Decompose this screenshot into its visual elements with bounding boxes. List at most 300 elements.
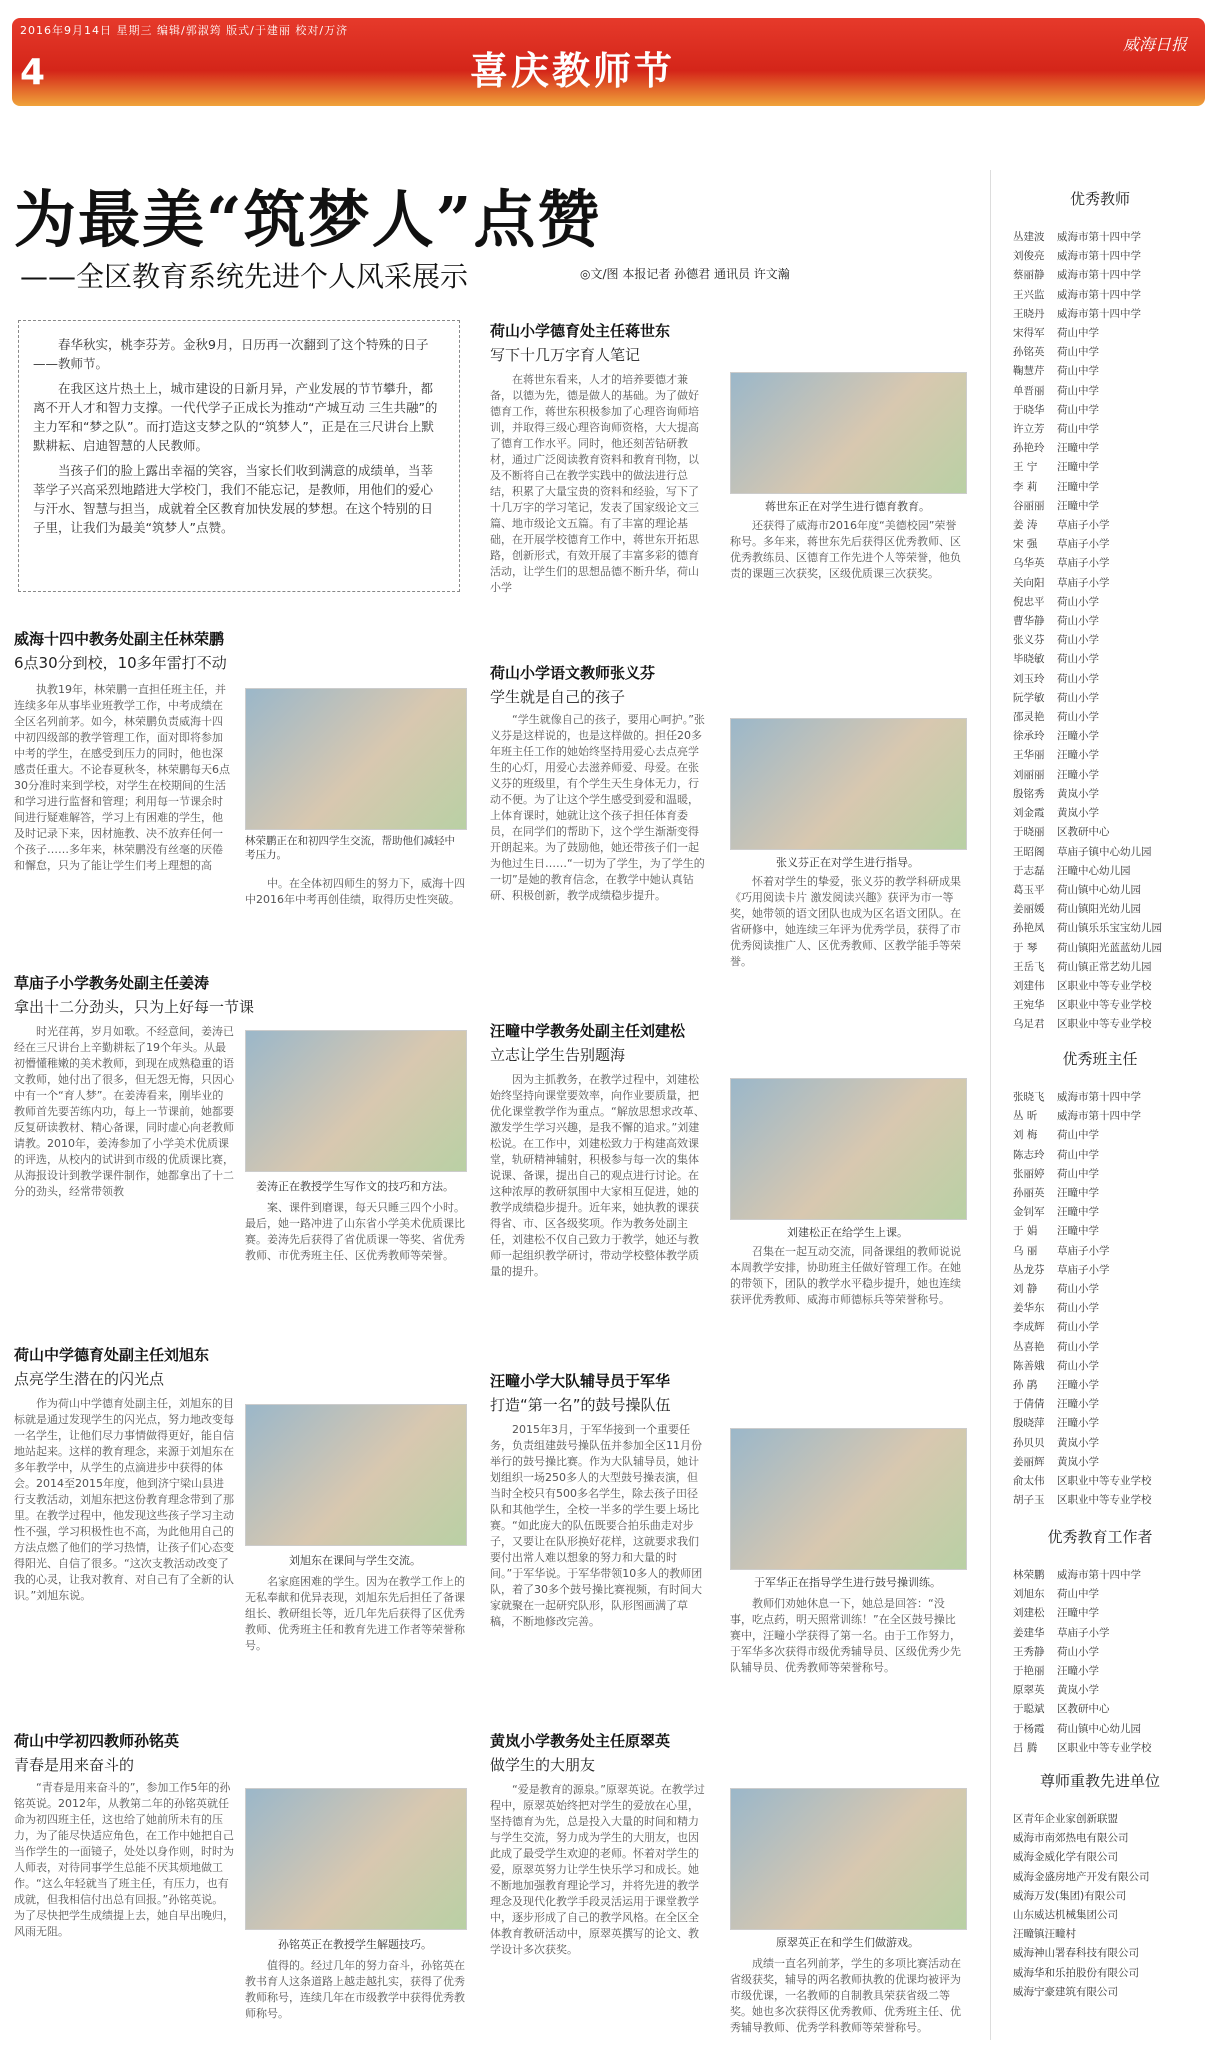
honor-entry [1013, 612, 1162, 631]
honor-entry [1013, 1491, 1152, 1510]
honor-entry [1013, 766, 1162, 785]
honor-entry [1013, 1088, 1152, 1107]
honoree-name: 孙艳凤 [1013, 922, 1045, 935]
article-body: “青春是用来奋斗的”，参加工作5年的孙铭英说。2012年，从教第二年的孙铭英就任命为初四班主任，这也给了她前所未有的压力，为了能尽快适应角色，在工作中她把自己当作学生的一面镜子，处处以身作则，时时为人师表，对待同事学生总能不厌其烦地做工作。“这么年轻就当了班主任，有压力，也有成就，但我相信付出总有回报。”孙铭英说。为了尽快把学生成绩提上去，她自早出晚归，风雨无阻。 [14, 1781, 234, 1938]
honoree-name: 威海金盛房地产开发有限公司 [1013, 1870, 1150, 1883]
honor-entry [1013, 881, 1162, 900]
honoree-organization: 区职业中等专业学校 [1057, 979, 1152, 992]
honor-list-advanced-units [1013, 1810, 1150, 2002]
honor-entry [1013, 1242, 1152, 1261]
honor-entry [1013, 1318, 1152, 1337]
honoree-name: 宋 强 [1013, 538, 1038, 551]
honoree-name: 刘丽丽 [1013, 768, 1045, 781]
article-photo [245, 1030, 467, 1172]
honoree-organization: 荷山小学 [1057, 1340, 1099, 1353]
honoree-organization: 草庙子小学 [1057, 1244, 1110, 1257]
honoree-organization: 荷山小学 [1057, 1321, 1099, 1334]
honoree-organization: 汪疃小学 [1057, 1665, 1099, 1678]
honoree-organization: 汪疃中学 [1057, 461, 1099, 474]
honoree-organization: 荷山镇乐乐宝宝幼儿园 [1057, 922, 1162, 935]
honoree-name: 殷铭秀 [1013, 787, 1045, 800]
article-body: 因为主抓教务，在教学过程中，刘建松始终坚持向课堂要效率，向作业要质量，把优化课堂教学作为重点。“解放思想求改革、激发学生学习兴趣，是我不懈的追求。”刘建松说。在工作中，刘建松致力于构建高效课堂，轨研精神辅射，积极参与每一次的集体说课、备课，提出自己的观点进行讨论。在这种浓厚的教研氛围中大家相互促进，她的教学成绩稳步提升。近年来，她执教的课获得省、市、区各级奖项。作为教务处副主任，刘建松不仅自己致力于教学，她还与教师一起组织教学研讨，带动学校整体教学质量的提升。 [490, 1073, 705, 1278]
issue-meta: 2016年9月14日 星期三 编辑/郭淑筠 版式/于建丽 校对/万济 [20, 24, 349, 37]
honor-entry [1013, 1453, 1152, 1472]
article-body: 2015年3月，于军华接到一个重要任务，负责组建鼓号操队伍并参加全区11月份举行的鼓号操比赛。作为大队辅导员，她计划组织一场250多人的大型鼓号操表演，但当时全校只有500多名学生，除去孩子田径队和其他学生，全校一半多的学生要上场比赛。“如此庞大的队伍既要合拍乐曲走对步子，又要让在队形换好花样，这就要求我们要付出常人难以想象的努力和大量的时间。”于军华说。于军华带领10多人的教师团队，着了30多个鼓号操比赛视频，有时间大家就聚在一起研究队形，队形图画满了草稿，不断地修改完善。 [490, 1423, 703, 1628]
honor-entry [1013, 420, 1162, 439]
honoree-name: 姜华东 [1013, 1302, 1045, 1315]
honoree-organization: 汪疃中心幼儿园 [1057, 864, 1131, 877]
honoree-name: 于倩倩 [1013, 1398, 1045, 1411]
honoree-organization: 荷山中学 [1057, 1588, 1099, 1601]
honoree-name: 倪忠平 [1013, 595, 1045, 608]
honoree-organization: 汪疃中学 [1057, 480, 1099, 493]
honor-entry [1013, 1624, 1152, 1643]
honoree-organization: 荷山小学 [1057, 634, 1099, 647]
article-subtitle: 做学生的大朋友 [490, 1756, 596, 1774]
honor-entry [1013, 1681, 1152, 1700]
honor-entry [1013, 1203, 1152, 1222]
honoree-name: 区青年企业家创新联盟 [1013, 1813, 1118, 1825]
honor-entry [1013, 1585, 1152, 1604]
honor-entry [1013, 1906, 1118, 1925]
honoree-organization: 荷山中学 [1057, 365, 1099, 378]
honor-entry [1013, 1720, 1152, 1739]
honoree-name: 于晓丽 [1013, 826, 1045, 839]
main-headline: 为最美“筑梦人”点赞 [14, 183, 602, 256]
article-body: 执教19年，林荣鹏一直担任班主任，并连续多年从事毕业班教学工作，中考成绩在全区名列前茅。如今，林荣鹏负责威海十四中初四级部的教学管理工作，面对即将参加中考的学生，在感受到压力的同时，他也深感责任重大。不论春夏秋冬，林荣鹏每天6点30分准时来到学校，对学生在校期间的生活和学习进行监督和管理；利用每一节课余时间进行疑难解答，学习上有困难的学生，他及时记录下来，因材施教、决不放弃任何一个孩子……多年来，林荣鹏没有丝毫的厌倦和懈怠，只为了能让学生们考上理想的高 [14, 683, 230, 872]
honoree-organization: 荷山中学 [1057, 1129, 1099, 1142]
honoree-name: 王华丽 [1013, 749, 1045, 762]
honor-entry [1013, 478, 1162, 497]
honor-entry [1013, 1810, 1118, 1829]
honor-entry [1013, 1472, 1152, 1491]
honoree-name: 姜 涛 [1013, 519, 1038, 532]
byline: ◎文/图 本报记者 孙德君 通讯员 许文瀚 [580, 267, 790, 281]
honoree-name: 葛玉平 [1013, 883, 1045, 896]
honor-entry [1013, 401, 1162, 420]
honoree-name: 威海华和乐拍股份有限公司 [1013, 1966, 1139, 1979]
honoree-organization: 威海市第十四中学 [1057, 231, 1141, 243]
honoree-organization: 荷山中学 [1057, 346, 1099, 359]
article-title: 荷山中学初四教师孙铭英 [14, 1732, 180, 1750]
article-liuxudong [14, 1344, 474, 1389]
intro-box [18, 320, 460, 592]
honor-entry [1013, 977, 1162, 996]
honoree-name: 王岳飞 [1013, 960, 1045, 973]
honor-entry [1013, 593, 1162, 612]
honoree-organization: 荷山小学 [1057, 615, 1099, 628]
sidebar-heading-advanced-units: 尊师重教先进单位 [1039, 1772, 1160, 1790]
honoree-name: 邵灵艳 [1013, 711, 1045, 724]
honoree-organization: 汪疃中学 [1057, 499, 1099, 512]
honoree-organization: 荷山中学 [1057, 384, 1099, 397]
article-yujunhua [490, 1370, 970, 1415]
honor-entry [1013, 1739, 1152, 1758]
honoree-organization: 威海市第十四中学 [1057, 288, 1141, 301]
honoree-name: 姜丽辉 [1013, 1455, 1045, 1468]
honor-entry [1013, 1165, 1152, 1184]
honoree-organization: 区职业中等专业学校 [1057, 999, 1152, 1012]
honoree-organization: 黄岚小学 [1057, 787, 1099, 800]
honor-entry [1013, 900, 1162, 919]
article-photo [730, 1788, 967, 1930]
honoree-name: 于艳丽 [1013, 1665, 1045, 1678]
honor-entry [1013, 1261, 1152, 1280]
honoree-organization: 汪疃小学 [1057, 768, 1099, 781]
article-body-continued: 成绩一直名列前茅，学生的多项比赛活动在省级获奖，辅导的两名教师执教的优课均被评为市级优课，一名教师的自制教具荣获省级二等奖。她也多次获得区优秀教师、优秀班主任、优秀辅导教师、优秀学科教师等荣誉称号。 [730, 1957, 961, 2034]
honoree-organization: 荷山小学 [1057, 1359, 1099, 1372]
article-photo [730, 1078, 967, 1220]
honoree-organization: 汪疃小学 [1057, 1417, 1099, 1430]
honor-entry [1013, 458, 1162, 477]
honoree-organization: 荷山中学 [1057, 327, 1099, 340]
honoree-organization: 荷山小学 [1057, 1302, 1099, 1315]
honor-entry [1013, 497, 1162, 516]
honor-entry [1013, 1983, 1118, 2002]
honoree-organization: 区教研中心 [1057, 1703, 1110, 1716]
article-title: 威海十四中教务处副主任林荣鹏 [14, 630, 225, 648]
honoree-organization: 区教研中心 [1057, 826, 1110, 839]
honoree-name: 刘金霞 [1013, 807, 1045, 820]
honoree-name: 蔡丽静 [1013, 269, 1045, 282]
honoree-organization: 荷山中学 [1057, 1167, 1099, 1180]
honoree-name: 俞太伟 [1013, 1475, 1045, 1488]
honor-entry [1013, 554, 1162, 573]
honoree-name: 丛喜艳 [1013, 1340, 1045, 1353]
honor-list-excellent-head-teachers [1013, 1088, 1152, 1510]
honoree-name: 威海市南郊热电有限公司 [1013, 1832, 1129, 1845]
honoree-name: 曹华静 [1013, 615, 1045, 628]
honoree-name: 刘建伟 [1013, 979, 1045, 992]
honor-entry [1013, 1146, 1152, 1165]
honoree-name: 刘 静 [1013, 1283, 1038, 1296]
article-sunmingying [14, 1730, 474, 1775]
honoree-organization: 草庙子小学 [1057, 1626, 1110, 1639]
honoree-name: 孙丽英 [1013, 1187, 1045, 1200]
article-body-continued: 案、课件到磨课，每天只睡三四个小时。最后，她一路冲进了山东省小学美术优质课比赛。姜涛先后获得了省优质课一等奖、省优秀教师、市优秀班主任、区优秀教师等荣誉。 [245, 1201, 465, 1262]
honoree-name: 单晋丽 [1013, 384, 1045, 397]
honor-entry [1013, 958, 1162, 977]
honoree-organization: 荷山小学 [1057, 1283, 1099, 1296]
honor-entry [1013, 1944, 1139, 1963]
honoree-name: 于晓华 [1013, 403, 1045, 416]
honor-entry [1013, 1338, 1152, 1357]
sidebar-heading-excellent-head-teachers: 优秀班主任 [1062, 1050, 1138, 1068]
honoree-organization: 威海市第十四中学 [1057, 307, 1141, 320]
intro-paragraph: 在我区这片热土上，城市建设的日新月异，产业发展的节节攀升，都离不开人才和智力支撑。一代代学子正成长为推动“产城互动 三生共融”的主力军和“梦之队”。而打造这支梦之队的“筑梦人”，正是在三尺讲台上默默耕耘、启迪智慧的人民教师。 [33, 381, 438, 453]
honoree-name: 关向阳 [1013, 576, 1045, 589]
main-subheadline: ——全区教育系统先进个人风采展示 [20, 260, 469, 293]
honoree-name: 孙贝贝 [1013, 1436, 1045, 1449]
article-linrongpeng [14, 628, 474, 673]
article-title: 汪疃中学教务处副主任刘建松 [490, 1022, 686, 1040]
honoree-organization: 草庙子镇中心幼儿园 [1057, 845, 1152, 858]
photo-caption: 林荣鹏正在和初四学生交流，帮助他们减轻中考压力。 [245, 835, 455, 861]
honor-entry [1013, 1222, 1152, 1241]
honoree-name: 于 娟 [1013, 1225, 1038, 1238]
honoree-name: 谷丽丽 [1013, 499, 1045, 512]
newspaper-masthead: 威海日报 [1122, 35, 1187, 54]
honoree-organization: 黄岚小学 [1057, 1684, 1099, 1697]
article-photo [245, 688, 467, 830]
honoree-name: 刘玉玲 [1013, 672, 1045, 685]
honoree-name: 胡子玉 [1013, 1494, 1045, 1507]
honoree-organization: 黄岚小学 [1057, 1455, 1099, 1468]
honoree-name: 丛建波 [1013, 231, 1045, 243]
honoree-name: 张晓飞 [1013, 1091, 1045, 1103]
honoree-name: 李成辉 [1013, 1321, 1045, 1334]
article-body-continued: 召集在一起互动交流，同备课组的教师说说本周教学安排，协助班主任做好管理工作。在她的带领下，团队的教学水平稳步提升，她也连续获评优秀教师、威海市师德标兵等荣誉称号。 [730, 1245, 961, 1306]
honoree-name: 林荣鹏 [1013, 1569, 1045, 1581]
honoree-organization: 汪疃中学 [1057, 442, 1099, 455]
column-divider [990, 170, 991, 2040]
honor-entry [1013, 1566, 1152, 1585]
photo-caption: 刘旭东在课间与学生交流。 [289, 1554, 421, 1567]
honoree-name: 殷晓萍 [1013, 1417, 1045, 1430]
honoree-name: 汪疃镇汪疃村 [1013, 1928, 1076, 1941]
article-photo [245, 1404, 467, 1546]
honoree-organization: 威海市第十四中学 [1057, 250, 1141, 263]
photo-caption: 张义芬正在对学生进行指导。 [776, 856, 919, 869]
honoree-organization: 荷山镇阳光蓝蓝幼儿园 [1057, 941, 1162, 954]
honor-entry [1013, 650, 1162, 669]
honor-entry [1013, 823, 1162, 842]
honoree-name: 孙艳玲 [1013, 442, 1045, 455]
honoree-name: 陈善娥 [1013, 1359, 1045, 1372]
honoree-organization: 荷山镇中心幼儿园 [1057, 883, 1141, 896]
honoree-name: 刘 梅 [1013, 1129, 1038, 1142]
honor-entry [1013, 228, 1162, 247]
article-photo [730, 718, 967, 850]
honoree-organization: 区职业中等专业学校 [1057, 1018, 1152, 1031]
honoree-organization: 荷山小学 [1057, 1645, 1099, 1658]
article-body-continued: 值得的。经过几年的努力奋斗，孙铭英在教书育人这条道路上越走越扎实，获得了优秀教师称号，连续几年在市级教学中获得优秀教师称号。 [245, 1959, 465, 2020]
honor-entry [1013, 535, 1162, 554]
honor-entry [1013, 516, 1162, 535]
honoree-organization: 汪疃中学 [1057, 1187, 1099, 1200]
section-title: 喜庆教师节 [470, 48, 676, 93]
honoree-organization: 草庙子小学 [1057, 557, 1110, 570]
honoree-organization: 威海市第十四中学 [1057, 269, 1141, 282]
honoree-organization: 威海市第十四中学 [1057, 1569, 1141, 1581]
honor-entry [1013, 1964, 1139, 1983]
honor-entry [1013, 1829, 1129, 1848]
article-body-continued: 怀着对学生的挚爱，张义芬的教学科研成果《巧用阅读卡片 激发阅读兴趣》获评为市一等奖，她带领的语文团队也成为区名语文团队。在省研修中，她连续三年评为优秀学员，获得了市优秀阅读推广人、区优秀教师、区教学能手等荣誉。 [730, 875, 961, 968]
article-body: “学生就像自己的孩子，要用心呵护。”张义芬是这样说的，也是这样做的。担任20多年班主任工作的她始终坚持用爱心去点亮学生的心灯，用爱心去滋养师爱、母爱。在张义芬的班级里，有个学生天生身体无力，行动不便。为了让这个学生感受到爱和温暖，上体育课时，她就让这个孩子担任体育委员，在同学们的帮助下，这个学生渐渐变得开朗起来。为了鼓励他，她还带孩子们一起为他过生日……“一切为了学生，为了学生的一切”是她的教育信念，在教学中她认真钻研、积极创新，教学成绩稳步提升。 [490, 713, 705, 902]
photo-caption: 蒋世东正在对学生进行德育教育。 [765, 500, 930, 513]
honoree-name: 李 莉 [1013, 480, 1038, 493]
honor-entry [1013, 843, 1162, 862]
honor-entry [1013, 631, 1162, 650]
photo-caption: 姜涛正在教授学生写作文的技巧和方法。 [256, 1180, 454, 1193]
honoree-organization: 黄岚小学 [1057, 807, 1099, 820]
honor-entry [1013, 670, 1162, 689]
honoree-organization: 汪疃中学 [1057, 1607, 1099, 1620]
honoree-organization: 荷山中学 [1057, 1148, 1099, 1161]
article-title: 黄岚小学教务处主任原翠英 [490, 1732, 671, 1750]
article-photo [730, 1428, 967, 1570]
honor-entry [1013, 1868, 1150, 1887]
honor-entry [1013, 1662, 1152, 1681]
article-body-continued: 名家庭困难的学生。因为在教学工作上的无私奉献和优异表现，刘旭东先后担任了备课组长、教研组长等，近几年先后获得了区优秀教师、优秀班主任和教育先进工作者等荣誉称号。 [245, 1575, 465, 1652]
honor-entry [1013, 286, 1162, 305]
honoree-name: 鞠慧芹 [1013, 365, 1045, 378]
sidebar-heading-excellent-educators: 优秀教育工作者 [1047, 1528, 1153, 1546]
article-zhangyifen [490, 662, 970, 707]
honoree-name: 孙铭英 [1013, 346, 1045, 359]
article-subtitle: 打造“第一名”的鼓号操队伍 [490, 1396, 671, 1414]
honoree-organization: 威海市第十四中学 [1057, 1110, 1141, 1123]
honoree-organization: 荷山镇阳光幼儿园 [1057, 903, 1141, 916]
honoree-name: 刘建松 [1013, 1607, 1045, 1620]
honoree-name: 原翠英 [1013, 1684, 1045, 1697]
intro-paragraph: 春华秋实，桃李芬芳。金秋9月，日历再一次翻到了这个特殊的日子——教师节。 [33, 337, 429, 371]
honoree-organization: 区职业中等专业学校 [1057, 1494, 1152, 1507]
honoree-organization: 荷山小学 [1057, 691, 1099, 704]
article-title: 荷山小学语文教师张义芬 [490, 664, 656, 682]
honoree-organization: 荷山小学 [1057, 672, 1099, 685]
honor-entry [1013, 343, 1162, 362]
honor-entry [1013, 1376, 1152, 1395]
honoree-name: 乌华英 [1013, 557, 1045, 570]
article-body: “爱是教育的源泉。”原翠英说。在教学过程中，原翠英始终把对学生的爱放在心里，坚持德育为先，总是投入大量的时间和精力与学生交流，努力成为学生的大朋友，也因此成了最受学生欢迎的老师。怀着对学生的爱，原翠英努力让学生快乐学习和成长。她不断地加强教育理论学习，并将先进的教学理念及现代化教学手段灵活运用于课堂教学中，逐步形成了自己的教学风格。在全区全体教育教研活动中，原翠英撰写的论文、教学设计多次获奖。 [490, 1783, 705, 1956]
article-jiangtao [14, 972, 474, 1017]
photo-caption: 孙铭英正在教授学生解题技巧。 [278, 1938, 432, 1951]
article-title: 荷山小学德育处主任蒋世东 [490, 322, 671, 340]
honoree-organization: 汪疃小学 [1057, 730, 1099, 743]
article-yuancuiying [490, 1730, 970, 1775]
honoree-name: 刘旭东 [1013, 1588, 1045, 1601]
honor-entry [1013, 382, 1162, 401]
honor-entry [1013, 1848, 1118, 1867]
honoree-name: 王宛华 [1013, 999, 1045, 1012]
honor-entry [1013, 1887, 1127, 1906]
sidebar-heading-excellent-teachers: 优秀教师 [1069, 190, 1130, 208]
honoree-name: 丛 昕 [1013, 1110, 1038, 1123]
honoree-name: 威海宁豪建筑有限公司 [1013, 1985, 1118, 1998]
honoree-name: 阮学敏 [1013, 691, 1045, 704]
honor-entry [1013, 1280, 1152, 1299]
honoree-organization: 荷山小学 [1057, 711, 1099, 724]
article-subtitle: 拿出十二分劲头，只为上好每一节课 [14, 998, 255, 1016]
photo-caption: 于军华正在指导学生进行鼓号操训练。 [754, 1576, 941, 1589]
honoree-organization: 草庙子小学 [1057, 1263, 1110, 1276]
honor-entry [1013, 1395, 1152, 1414]
honoree-organization: 汪疃小学 [1057, 749, 1099, 762]
honor-entry [1013, 689, 1162, 708]
page-number: 4 [20, 52, 46, 93]
article-body: 在蒋世东看来，人才的培养要德才兼备，以德为先，德是做人的基础。为了做好德育工作，蒋世东积极参加了心理咨询师培训，并取得三级心理咨询师资格，大大提高了德育工作水平。同时，他还刻苦钻研教材，通过广泛阅读教育资料和教育刊物，以及不断将自己在教学实践中的做法进行总结，积累了大量宝贵的资料和经验，写下了十几万字的学习笔记，发表了国家级论文三篇、地市级论文五篇。有了丰富的理论基础，在开展学校德育工作中，蒋世东开拓思路，创新形式，有效开展了丰富多彩的德育活动，让学生们的思想品德不断升华，荷山小学 [490, 373, 699, 594]
honoree-name: 张义芬 [1013, 634, 1045, 647]
honoree-name: 姜建华 [1013, 1626, 1045, 1639]
honor-entry [1013, 1434, 1152, 1453]
honor-entry [1013, 247, 1162, 266]
honoree-name: 乌足君 [1013, 1018, 1045, 1031]
article-photo [245, 1788, 467, 1930]
honor-entry [1013, 727, 1162, 746]
honoree-name: 毕晓敏 [1013, 653, 1045, 666]
intro-paragraph: 当孩子们的脸上露出幸福的笑容，当家长们收到满意的成绩单，当莘莘学子兴高采烈地踏进大学校门，我们不能忘记，是教师，用他们的爱心与汗水、智慧与担当，成就着全区教育加快发展的梦想。在这个特别的日子里，让我们为最美“筑梦人”点赞。 [33, 463, 434, 535]
honoree-name: 王 宁 [1013, 461, 1038, 474]
honoree-organization: 汪疃中学 [1057, 1206, 1099, 1219]
honoree-organization: 区职业中等专业学校 [1057, 1741, 1152, 1754]
honoree-name: 威海金威化学有限公司 [1013, 1851, 1118, 1864]
honoree-name: 于 琴 [1013, 941, 1038, 954]
article-subtitle: 点亮学生潜在的闪光点 [14, 1370, 165, 1388]
honor-entry [1013, 1015, 1162, 1034]
honoree-name: 许立芳 [1013, 423, 1045, 436]
honor-entry [1013, 574, 1162, 593]
honoree-organization: 草庙子小学 [1057, 538, 1110, 551]
honoree-organization: 草庙子小学 [1057, 519, 1110, 532]
honoree-name: 金钊军 [1013, 1206, 1045, 1219]
honor-entry [1013, 266, 1162, 285]
honor-entry [1013, 1925, 1076, 1944]
honoree-name: 张丽婷 [1013, 1167, 1045, 1180]
article-liujiansong [490, 1020, 970, 1065]
article-subtitle: 青春是用来奋斗的 [14, 1756, 135, 1774]
honor-entry [1013, 1700, 1152, 1719]
honoree-name: 王昭阁 [1013, 845, 1045, 858]
honor-list-excellent-teachers [1013, 228, 1162, 1035]
article-body-continued: 还获得了威海市2016年度“美德校园”荣誉称号。多年来，蒋世东先后获得区优秀教师、区优秀教练员、区德育工作先进个人等荣誉，他负责的课题三次获奖，区级优质课三次获奖。 [730, 519, 961, 580]
honoree-name: 乌 丽 [1013, 1244, 1038, 1257]
honoree-organization: 汪疃小学 [1057, 1379, 1099, 1392]
honoree-organization: 荷山镇正常艺幼儿园 [1057, 960, 1152, 973]
honoree-name: 孙 鹃 [1013, 1379, 1038, 1392]
honoree-name: 吕 腾 [1013, 1741, 1038, 1754]
honor-entry [1013, 785, 1162, 804]
honoree-name: 威海神山署春科技有限公司 [1013, 1947, 1139, 1960]
honor-entry [1013, 1357, 1152, 1376]
honoree-organization: 草庙子小学 [1057, 576, 1110, 589]
honor-entry [1013, 1643, 1152, 1662]
honoree-name: 山东威达机械集团公司 [1013, 1909, 1118, 1922]
article-photo [730, 372, 967, 494]
honoree-organization: 威海市第十四中学 [1057, 1091, 1141, 1103]
honor-entry [1013, 804, 1162, 823]
honoree-name: 于志磊 [1013, 864, 1045, 877]
article-subtitle: 写下十几万字育人笔记 [490, 346, 641, 364]
honoree-organization: 汪疃中学 [1057, 1225, 1099, 1238]
honoree-name: 刘俊亮 [1013, 250, 1045, 263]
honor-entry [1013, 1604, 1152, 1623]
honoree-organization: 汪疃小学 [1057, 1398, 1099, 1411]
honor-entry [1013, 746, 1162, 765]
honoree-organization: 荷山小学 [1057, 595, 1099, 608]
photo-caption: 原翠英正在和学生们做游戏。 [776, 1936, 919, 1949]
honor-entry [1013, 1107, 1152, 1126]
article-title: 草庙子小学教务处副主任姜涛 [14, 974, 210, 992]
honoree-name: 于杨霞 [1013, 1722, 1045, 1735]
honoree-organization: 荷山中学 [1057, 403, 1099, 416]
article-title: 汪疃小学大队辅导员于军华 [490, 1372, 671, 1390]
honoree-name: 王晓丹 [1013, 307, 1045, 320]
honor-entry [1013, 919, 1162, 938]
honor-list-excellent-educators [1013, 1566, 1152, 1758]
honoree-organization: 黄岚小学 [1057, 1436, 1099, 1449]
honoree-name: 姜丽媛 [1013, 903, 1045, 916]
article-subtitle: 6点30分到校，10多年雷打不动 [14, 654, 227, 672]
honor-entry [1013, 708, 1162, 727]
honoree-organization: 荷山小学 [1057, 653, 1099, 666]
honor-entry [1013, 996, 1162, 1015]
honoree-name: 威海万发(集团)有限公司 [1013, 1889, 1127, 1902]
honor-entry [1013, 439, 1162, 458]
honor-entry [1013, 305, 1162, 324]
article-title: 荷山中学德育处副主任刘旭东 [14, 1346, 210, 1364]
article-body: 作为荷山中学德育处副主任，刘旭东的目标就是通过发现学生的闪光点，努力地改变每一名学生，让他们尽力事情做得更好，能自信地站起来。这样的教育理念，来源于刘旭东在多年教学中，从学生的点滴进步中获得的体会。2014至2015年度，他到济宁梁山县进行支教活动，刘旭东把这份教育理念带到了那里。在教学过程中，他发现这些孩子学习主动性不强，学习积极性也不高，为此他用自己的方法点燃了他们的学习热情，让孩子们心态变得阳光、自信了很多。“这次支教活动改变了我的心灵，让我对教育、对自己有了全新的认识。”刘旭东说。 [14, 1397, 234, 1602]
